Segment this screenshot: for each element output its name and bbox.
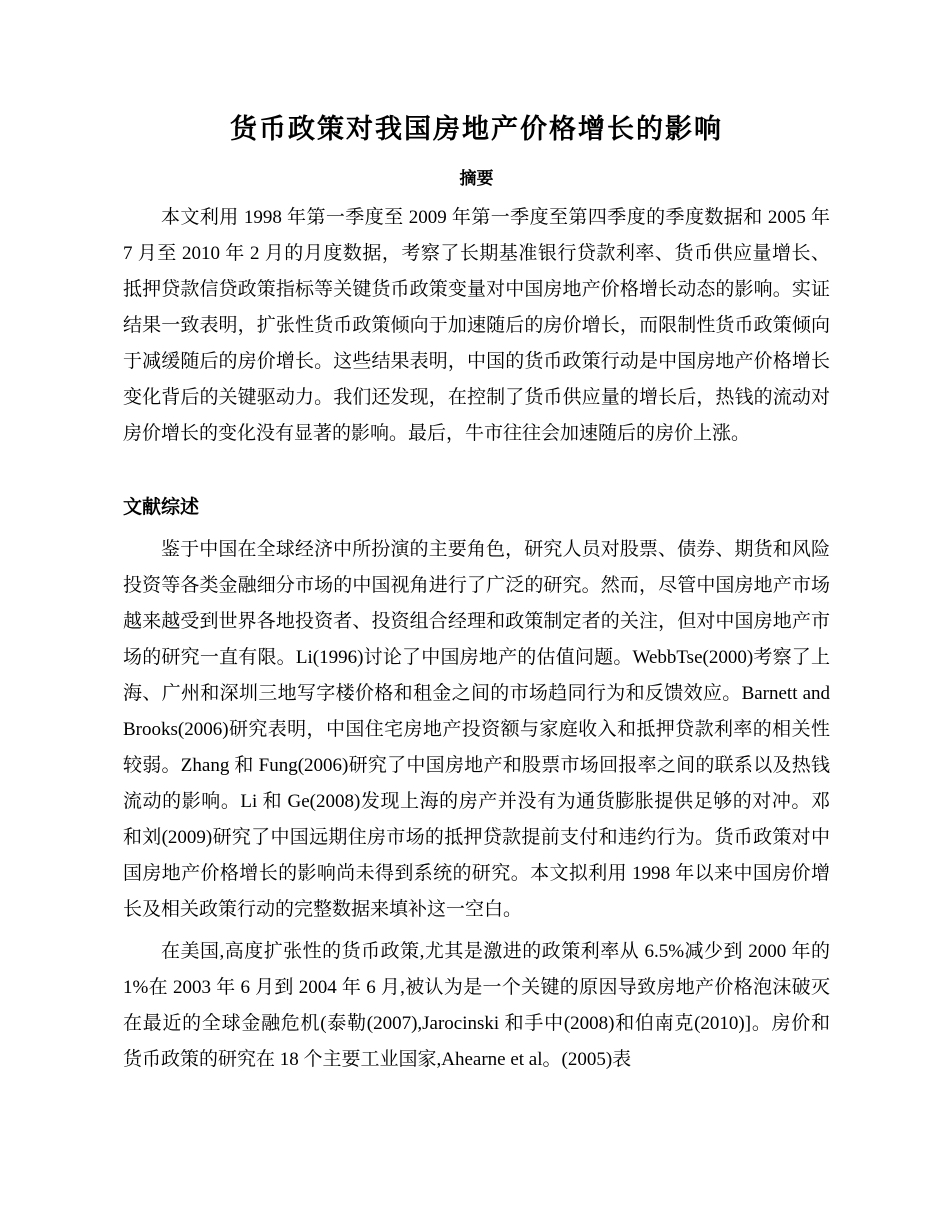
- abstract-paragraph: 本文利用 1998 年第一季度至 2009 年第一季度至第四季度的季度数据和 2005 年 7 月至 2010 年 2 月的月度数据，考察了长期基准银行贷款利率、货币供应量增长、抵押贷款信贷政策指标等关键货币政策变量对中国房地产价格增长动态的影响。实证结果一致表明，扩张性货币政策倾向于加速随后的房价增长，而限制性货币政策倾向于减缓随后的房价增长。这些结果表明，中国的货币政策行动是中国房地产价格增长变化背后的关键驱动力。我们还发现，在控制了货币供应量的增长后，热钱的流动对房价增长的变化没有显著的影响。最后，牛市往往会加速随后的房价上涨。: [123, 207, 830, 444]
- literature-paragraph-2: 在美国,高度扩张性的货币政策,尤其是激进的政策利率从 6.5%减少到 2000 年的 1%在 2003 年 6 月到 2004 年 6 月,被认为是一个关键的原因导致房地产价格泡沫破灭在最近的全球金融危机(泰勒(2007),Jarocinski 和手中(2008)和伯南克(2010)]。房价和货币政策的研究在 18 个主要工业国家,Ahearne et al。(2005)表: [123, 941, 830, 1070]
- literature-paragraph-1: 鉴于中国在全球经济中所扮演的主要角色，研究人员对股票、债券、期货和风险投资等各类金融细分市场的中国视角进行了广泛的研究。然而，尽管中国房地产市场越来越受到世界各地投资者、投资组合经理和政策制定者的关注，但对中国房地产市场的研究一直有限。Li(1996)讨论了中国房地产的估值问题。WebbTse(2000)考察了上海、广州和深圳三地写字楼价格和租金之间的市场趋同行为和反馈效应。Barnett and Brooks(2006)研究表明，中国住宅房地产投资额与家庭收入和抵押贷款利率的相关性较弱。Zhang 和 Fung(2006)研究了中国房地产和股票市场回报率之间的联系以及热钱流动的影响。Li 和 Ge(2008)发现上海的房产并没有为通货膨胀提供足够的对冲。邓和刘(2009)研究了中国远期住房市场的抵押贷款提前支付和违约行为。货币政策对中国房地产价格增长的影响尚未得到系统的研究。本文拟利用 1998 年以来中国房价增长及相关政策行动的完整数据来填补这一空白。: [123, 539, 830, 920]
- section-heading-literature-review: 文献综述: [123, 497, 200, 518]
- abstract-heading: 摘要: [459, 169, 494, 188]
- document-title: 货币政策对我国房地产价格增长的影响: [230, 114, 723, 144]
